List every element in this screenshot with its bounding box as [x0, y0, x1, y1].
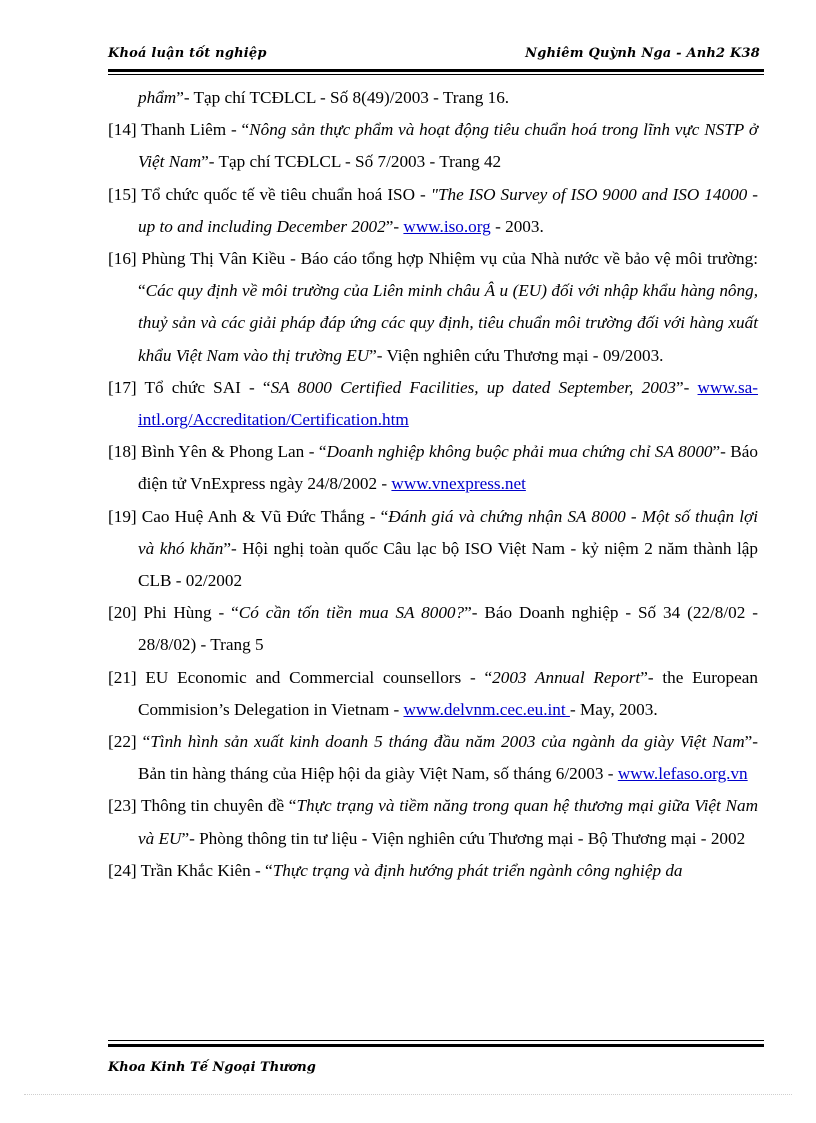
reference-text: ”- Phòng thông tin tư liệu - Viện nghiên cứu Thương mại - Bộ Thương mại - 2002	[181, 828, 746, 848]
reference-text: Trần Khắc Kiên - “	[136, 860, 273, 880]
reference-item	[108, 179, 758, 243]
reference-text: ”- the European Commision’s Delegation in Vietnam -	[138, 667, 758, 719]
reference-link[interactable]: www.vnexpress.net	[391, 474, 526, 494]
reference-item	[108, 372, 758, 436]
reference-text: Bình Yên & Phong Lan - “	[136, 442, 327, 462]
reference-text: - May, 2003.	[569, 699, 658, 719]
reference-text: ”- Bản tin hàng tháng của Hiệp hội da giày Việt Nam, số tháng 6/2003 -	[138, 732, 758, 784]
header-rule-thick	[108, 69, 764, 72]
reference-text: ”- Hội nghị toàn quốc Câu lạc bộ ISO Việt Nam - kỷ niệm 2 năm thành lập CLB - 02/2002	[138, 538, 758, 591]
reference-text: Phi Hùng - “	[136, 603, 239, 623]
reference-item	[108, 82, 758, 114]
reference-text: ”-	[385, 216, 404, 236]
reference-text: Thông tin chuyên đề “	[136, 796, 297, 816]
page-bottom-dotted-line	[24, 1094, 792, 1095]
reference-text: ”- Tạp chí TCĐLCL - Số 8(49)/2003 - Trang 16.	[176, 88, 510, 107]
reference-text: EU Economic and Commercial counsellors - “	[136, 667, 493, 687]
reference-number: [18]	[108, 442, 137, 462]
reference-text: ”- Báo điện tử VnExpress ngày 24/8/2002 -	[138, 442, 758, 494]
reference-text: Thanh Liêm - “	[136, 120, 250, 140]
reference-title: Đánh giá và chứng nhận SA 8000 - Một số thuận lợi và khó khăn	[138, 506, 759, 558]
reference-link[interactable]: www.lefaso.org.vn	[617, 764, 748, 784]
reference-number: [15]	[108, 184, 137, 204]
reference-item	[108, 597, 758, 661]
reference-number: [14]	[108, 120, 137, 140]
reference-text: ”- Tạp chí TCĐLCL - Số 7/2003 - Trang 42	[201, 152, 502, 172]
reference-title: Tình hình sản xuất kinh doanh 5 tháng đầu năm 2003 của ngành da giày Việt Nam	[150, 732, 745, 752]
reference-text: ”-	[676, 377, 698, 397]
reference-number: [24]	[108, 860, 137, 880]
reference-text: Cao Huệ Anh & Vũ Đức Thắng - “	[136, 506, 389, 526]
header-left: Khoá luận tốt nghiệp	[108, 46, 267, 61]
reference-text: - 2003.	[490, 216, 544, 236]
header-rule-thin	[108, 74, 764, 75]
reference-title: 2003 Annual Report	[492, 667, 641, 687]
reference-number: [16]	[108, 249, 137, 269]
page-header	[108, 44, 760, 70]
reference-number: [23]	[108, 796, 137, 816]
reference-link[interactable]: www.iso.org	[403, 216, 491, 236]
reference-item	[108, 436, 758, 500]
reference-number: [20]	[108, 603, 137, 623]
footer-text: Khoa Kinh Tế Ngoại Thương	[108, 1060, 316, 1075]
reference-item	[108, 114, 758, 178]
reference-title: Các quy định về môi trường của Liên minh châu Â u (EU) đối với nhập khẩu hàng nông, thuỷ sản và các giải pháp đáp ứng các quy định, tiêu chuẩn môi trường đối với hàng xuất khẩu Việt Nam vào thị trường EU	[138, 281, 758, 365]
reference-number: [19]	[108, 506, 137, 526]
reference-text: ”- Viện nghiên cứu Thương mại - 09/2003.	[369, 345, 664, 365]
reference-link[interactable]: www.delvnm.cec.eu.int	[403, 699, 570, 719]
reference-title: Thực trạng và định hướng phát triển ngành công nghiệp da	[272, 860, 683, 880]
reference-item	[108, 243, 758, 372]
reference-title: phẩm	[138, 88, 177, 107]
reference-text: “	[136, 732, 151, 752]
reference-title: Doanh nghiệp không buộc phải mua chứng chỉ SA 8000	[326, 442, 713, 462]
reference-number: [17]	[108, 377, 137, 397]
reference-title: Thực trạng và tiềm năng trong quan hệ thương mại giữa Việt Nam và EU	[138, 796, 758, 848]
reference-list	[108, 82, 758, 887]
reference-number: [21]	[108, 667, 137, 687]
footer-rule-thin	[108, 1040, 764, 1041]
reference-item	[108, 501, 758, 598]
reference-link[interactable]: www.sa-intl.org/Accreditation/Certification.htm	[138, 377, 759, 430]
reference-text: Tổ chức SAI - “	[136, 377, 271, 397]
reference-title: Có cần tốn tiền mua SA 8000?	[238, 603, 465, 623]
footer-rule-thick	[108, 1044, 764, 1047]
reference-title: SA 8000 Certified Facilities, up dated September, 2003	[270, 377, 676, 397]
reference-text: ”- Báo Doanh nghiệp - Số 34 (22/8/02 - 28/8/02) - Trang 5	[138, 603, 758, 655]
reference-item	[108, 855, 758, 887]
reference-item	[108, 790, 758, 854]
reference-text: Tổ chức quốc tế về tiêu chuẩn hoá ISO -	[136, 184, 431, 204]
reference-text: Phùng Thị Vân Kiều - Báo cáo tổng hợp Nhiệm vụ của Nhà nước về bảo vệ môi trường: “	[136, 249, 758, 301]
reference-title: "The ISO Survey of ISO 9000 and ISO 14000 - up to and including December 2002	[138, 184, 759, 236]
reference-item	[108, 726, 758, 790]
header-right: Nghiêm Quỳnh Nga - Anh2 K38	[525, 46, 760, 61]
reference-item	[108, 662, 758, 726]
reference-number: [22]	[108, 732, 137, 752]
reference-title: Nông sản thực phẩm và hoạt động tiêu chuẩn hoá trong lĩnh vực NSTP ở Việt Nam	[138, 120, 758, 172]
